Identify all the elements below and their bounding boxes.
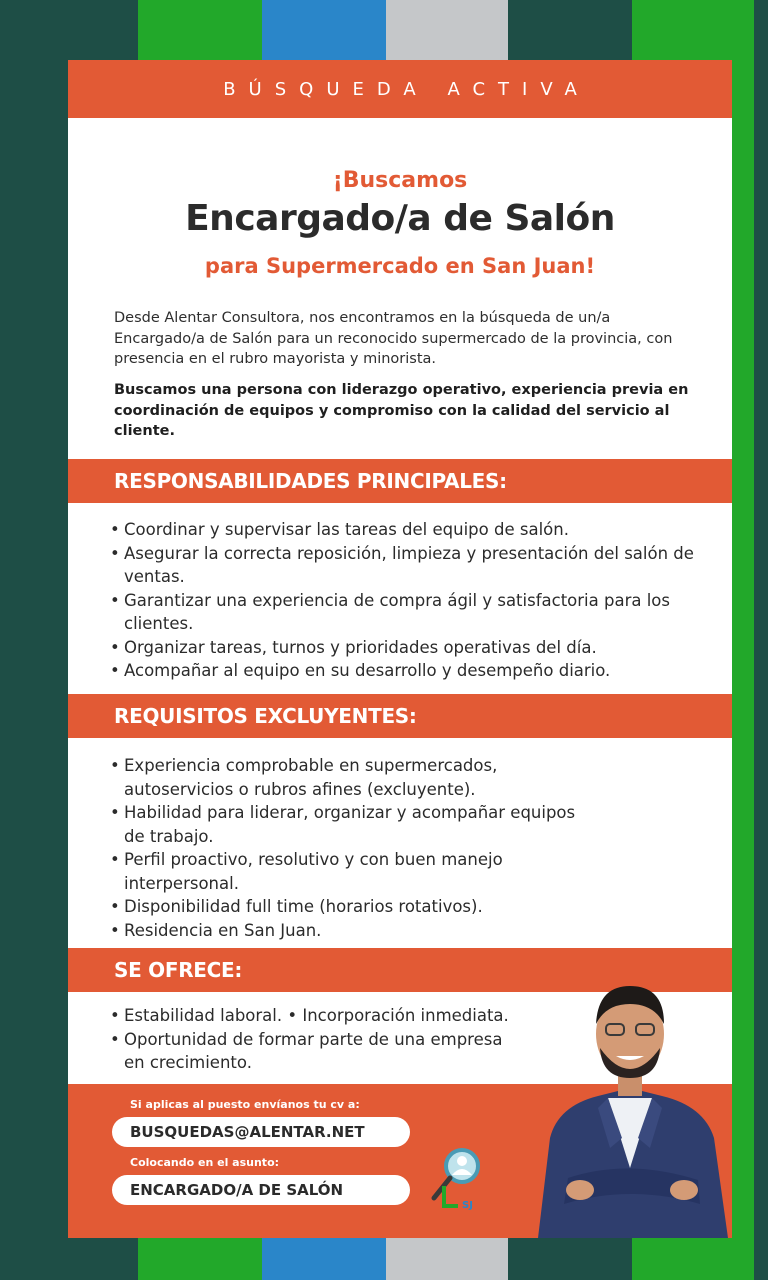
list-ofrece — [108, 1004, 528, 1075]
list-item: • Garantizar una experiencia de compra ágil y satisfactoria para los clientes. — [108, 589, 708, 636]
apply-subject-label: Colocando en el asunto: — [130, 1156, 280, 1169]
list-item: • Habilidad para liderar, organizar y acompañar equipos de trabajo. — [108, 801, 578, 848]
person-photo-icon — [528, 968, 732, 1238]
list-responsabilidades — [108, 518, 708, 683]
section-band-responsabilidades — [68, 459, 732, 503]
section-title-ofrece: SE OFRECE: — [114, 958, 243, 982]
list-item: • Acompañar al equipo en su desarrollo y desempeño diario. — [108, 659, 708, 683]
section-band-requisitos — [68, 694, 732, 738]
list-item: • Asegurar la correcta reposición, limpieza y presentación del salón de ventas. — [108, 542, 708, 589]
stripe-8 — [754, 0, 768, 1280]
headline-title: Encargado/a de Salón — [185, 198, 615, 239]
list-item: • Oportunidad de formar parte de una empresa en crecimiento. — [108, 1028, 528, 1075]
list-item: • Residencia en San Juan. — [108, 919, 578, 943]
intro-paragraph: Desde Alentar Consultora, nos encontramos en la búsqueda de un/a Encargado/a de Salón para un reconocido supermercado de la provincia, con presencia en el rubro mayorista y minorista. — [114, 310, 673, 367]
apply-email-label: Si aplicas al puesto envíanos tu cv a: — [130, 1098, 360, 1111]
headline-subtitle: para Supermercado en San Juan! — [204, 254, 596, 278]
stripe-1 — [0, 0, 16, 1280]
intro-highlight: Buscamos una persona con liderazgo operativo, experiencia previa en coordinación de equipos y compromiso con la calidad del servicio al cliente. — [114, 382, 689, 439]
list-item: • Disponibilidad full time (horarios rotativos). — [108, 895, 578, 919]
list-item: • Organizar tareas, turnos y prioridades operativas del día. — [108, 636, 708, 660]
headline-small: ¡Buscamos — [332, 168, 468, 193]
banner-text: BÚSQUEDA ACTIVA — [223, 78, 590, 100]
list-item: • Coordinar y supervisar las tareas del equipo de salón. — [108, 518, 708, 542]
subject-pill: ENCARGADO/A DE SALÓN — [112, 1175, 410, 1205]
email-pill[interactable]: BUSQUEDAS@ALENTAR.NET — [112, 1117, 410, 1147]
job-poster — [68, 60, 732, 1238]
section-title-responsabilidades: RESPONSABILIDADES PRINCIPALES: — [114, 469, 507, 493]
list-item: • Experiencia comprobable en supermercados, autoservicios o rubros afines (excluyente). — [108, 754, 578, 801]
section-title-requisitos: REQUISITOS EXCLUYENTES: — [114, 704, 417, 728]
list-requisitos — [108, 754, 578, 942]
magnifier-person-logo-icon — [428, 1144, 488, 1216]
list-item: • Estabilidad laboral. • Incorporación inmediata. — [108, 1004, 528, 1028]
list-item: • Perfil proactivo, resolutivo y con buen manejo interpersonal. — [108, 848, 578, 895]
logo-text: SJ — [462, 1200, 473, 1211]
top-banner — [68, 60, 732, 118]
